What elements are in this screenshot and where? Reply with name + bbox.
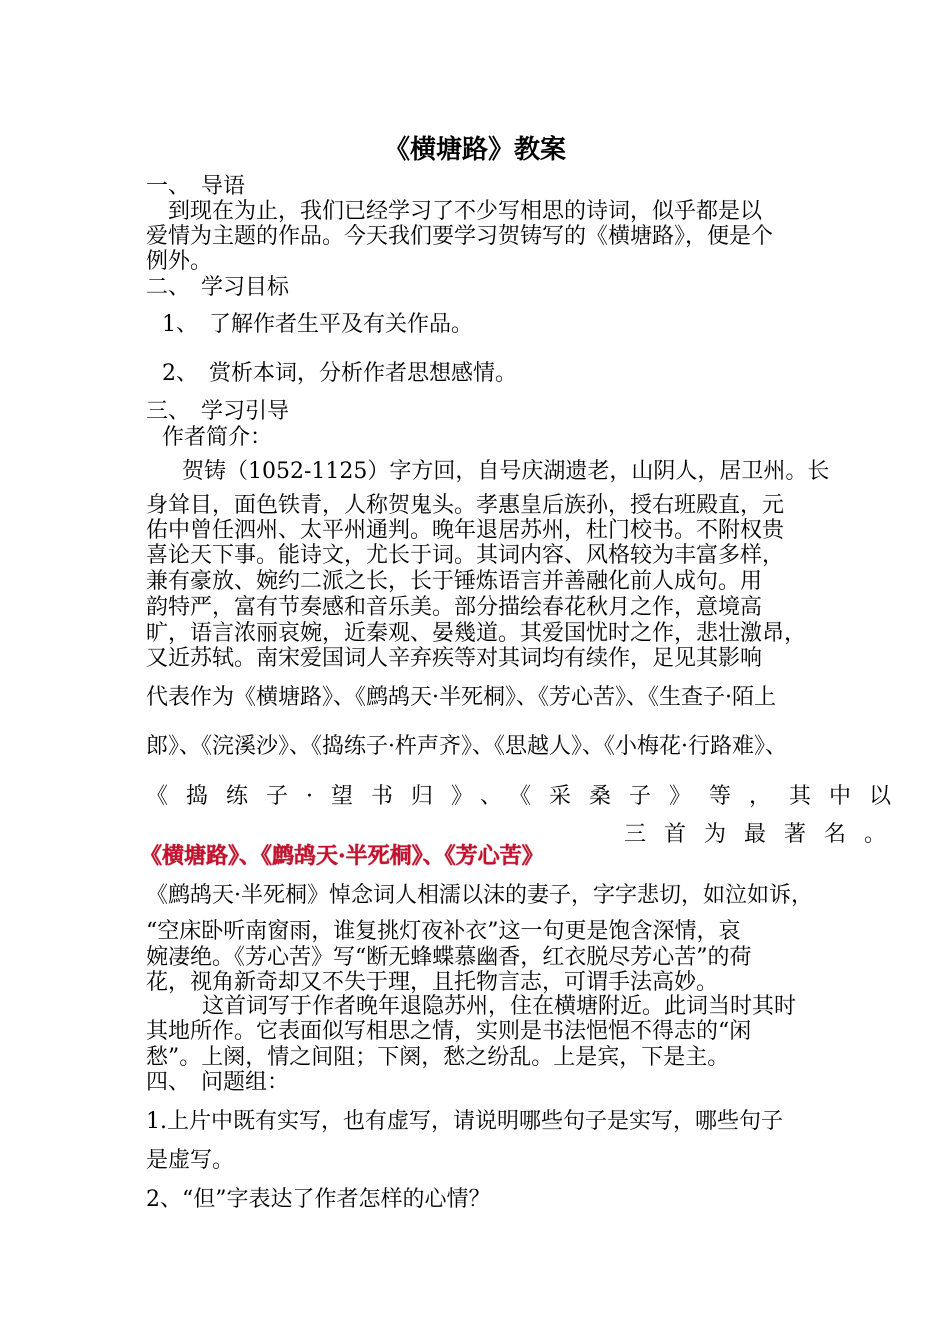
question-line: 2、“但”字表达了作者怎样的心情？	[146, 1187, 491, 1212]
works-line: 代表作为《横塘路》、《鹧鸪天·半死桐》、《芳心苦》、《生查子·陌上	[146, 685, 776, 710]
heading-questions: 四、 问题组：	[146, 1070, 290, 1095]
heading-intro: 一、 导语	[146, 174, 246, 199]
analysis-line: 其地所作。它表面似写相思之情，实则是书法悒悒不得志的“闲	[146, 1019, 752, 1044]
goal-item: 2、 赏析本词，分析作者思想感情。	[162, 361, 517, 386]
analysis-line: 这首词写于作者晚年退隐苏州，住在横塘附近。此词当时其时	[202, 994, 797, 1019]
goal-item: 1、 了解作者生平及有关作品。	[162, 312, 473, 337]
bio-line: 又近苏轼。南宋爱国词人辛弃疾等对其词均有续作，足见其影响	[146, 646, 763, 671]
bio-line: 贺铸（1052-1125）字方回，自号庆湖遗老，山阴人，居卫州。长	[182, 459, 830, 484]
analysis-line: “空床卧听南窗雨，谁复挑灯夜补衣”这一句更是饱含深情，哀	[146, 919, 741, 944]
famous-works-highlight: 《横塘路》、《鹧鸪天·半死桐》、《芳心苦》	[140, 843, 544, 869]
heading-goals: 二、 学习目标	[146, 275, 290, 300]
bio-line: 佑中曾任泗州、太平州通判。晚年退居苏州，杜门校书。不附权贵	[146, 518, 785, 543]
bio-line: 喜论天下事。能诗文，尤长于词。其词内容、风格较为丰富多样，	[146, 543, 785, 568]
analysis-line: 愁”。上阕，情之间阻；下阕，愁之纷乱。上是宾，下是主。	[146, 1045, 730, 1070]
works-line: 《捣练子·望书归》、《采桑子》等，其中以	[146, 784, 909, 809]
intro-line: 例外。	[146, 249, 213, 274]
bio-line: 身耸目，面色铁青，人称贺鬼头。孝惠皇后族孙，授右班殿直，元	[146, 493, 785, 518]
bio-line: 旷，语言浓丽哀婉，近秦观、晏幾道。其爱国忧时之作，悲壮激昂，	[146, 621, 807, 646]
page-title: 《横塘路》教案	[383, 135, 566, 165]
works-line: 三首为最著名。	[624, 822, 905, 847]
analysis-line: 花，视角新奇却又不失于理，且托物言志，可谓手法高妙。	[146, 970, 719, 995]
author-label: 作者简介：	[162, 425, 273, 450]
question-line: 是虚写。	[146, 1148, 235, 1173]
analysis-line: 《鹧鸪天·半死桐》悼念词人相濡以沫的妻子，字字悲切，如泣如诉，	[146, 883, 813, 908]
question-line: 1.上片中既有实写，也有虚写，请说明哪些句子是实写，哪些句子	[146, 1109, 783, 1134]
intro-line: 到现在为止，我们已经学习了不少写相思的诗词，似乎都是以	[168, 199, 763, 224]
analysis-line: 婉凄绝。《芳心苦》写“断无蜂蝶慕幽香，红衣脱尽芳心苦”的荷	[146, 945, 752, 970]
bio-line: 兼有豪放、婉约二派之长，长于锤炼语言并善融化前人成句。用	[146, 569, 763, 594]
heading-guide: 三、 学习引导	[146, 399, 290, 424]
bio-line: 韵特严，富有节奏感和音乐美。部分描绘春花秋月之作，意境高	[146, 595, 763, 620]
intro-line: 爱情为主题的作品。今天我们要学习贺铸写的《横塘路》，便是个	[146, 224, 774, 249]
works-line: 郎》、《浣溪沙》、《捣练子·杵声齐》、《思越人》、《小梅花·行路难》、	[146, 734, 787, 759]
